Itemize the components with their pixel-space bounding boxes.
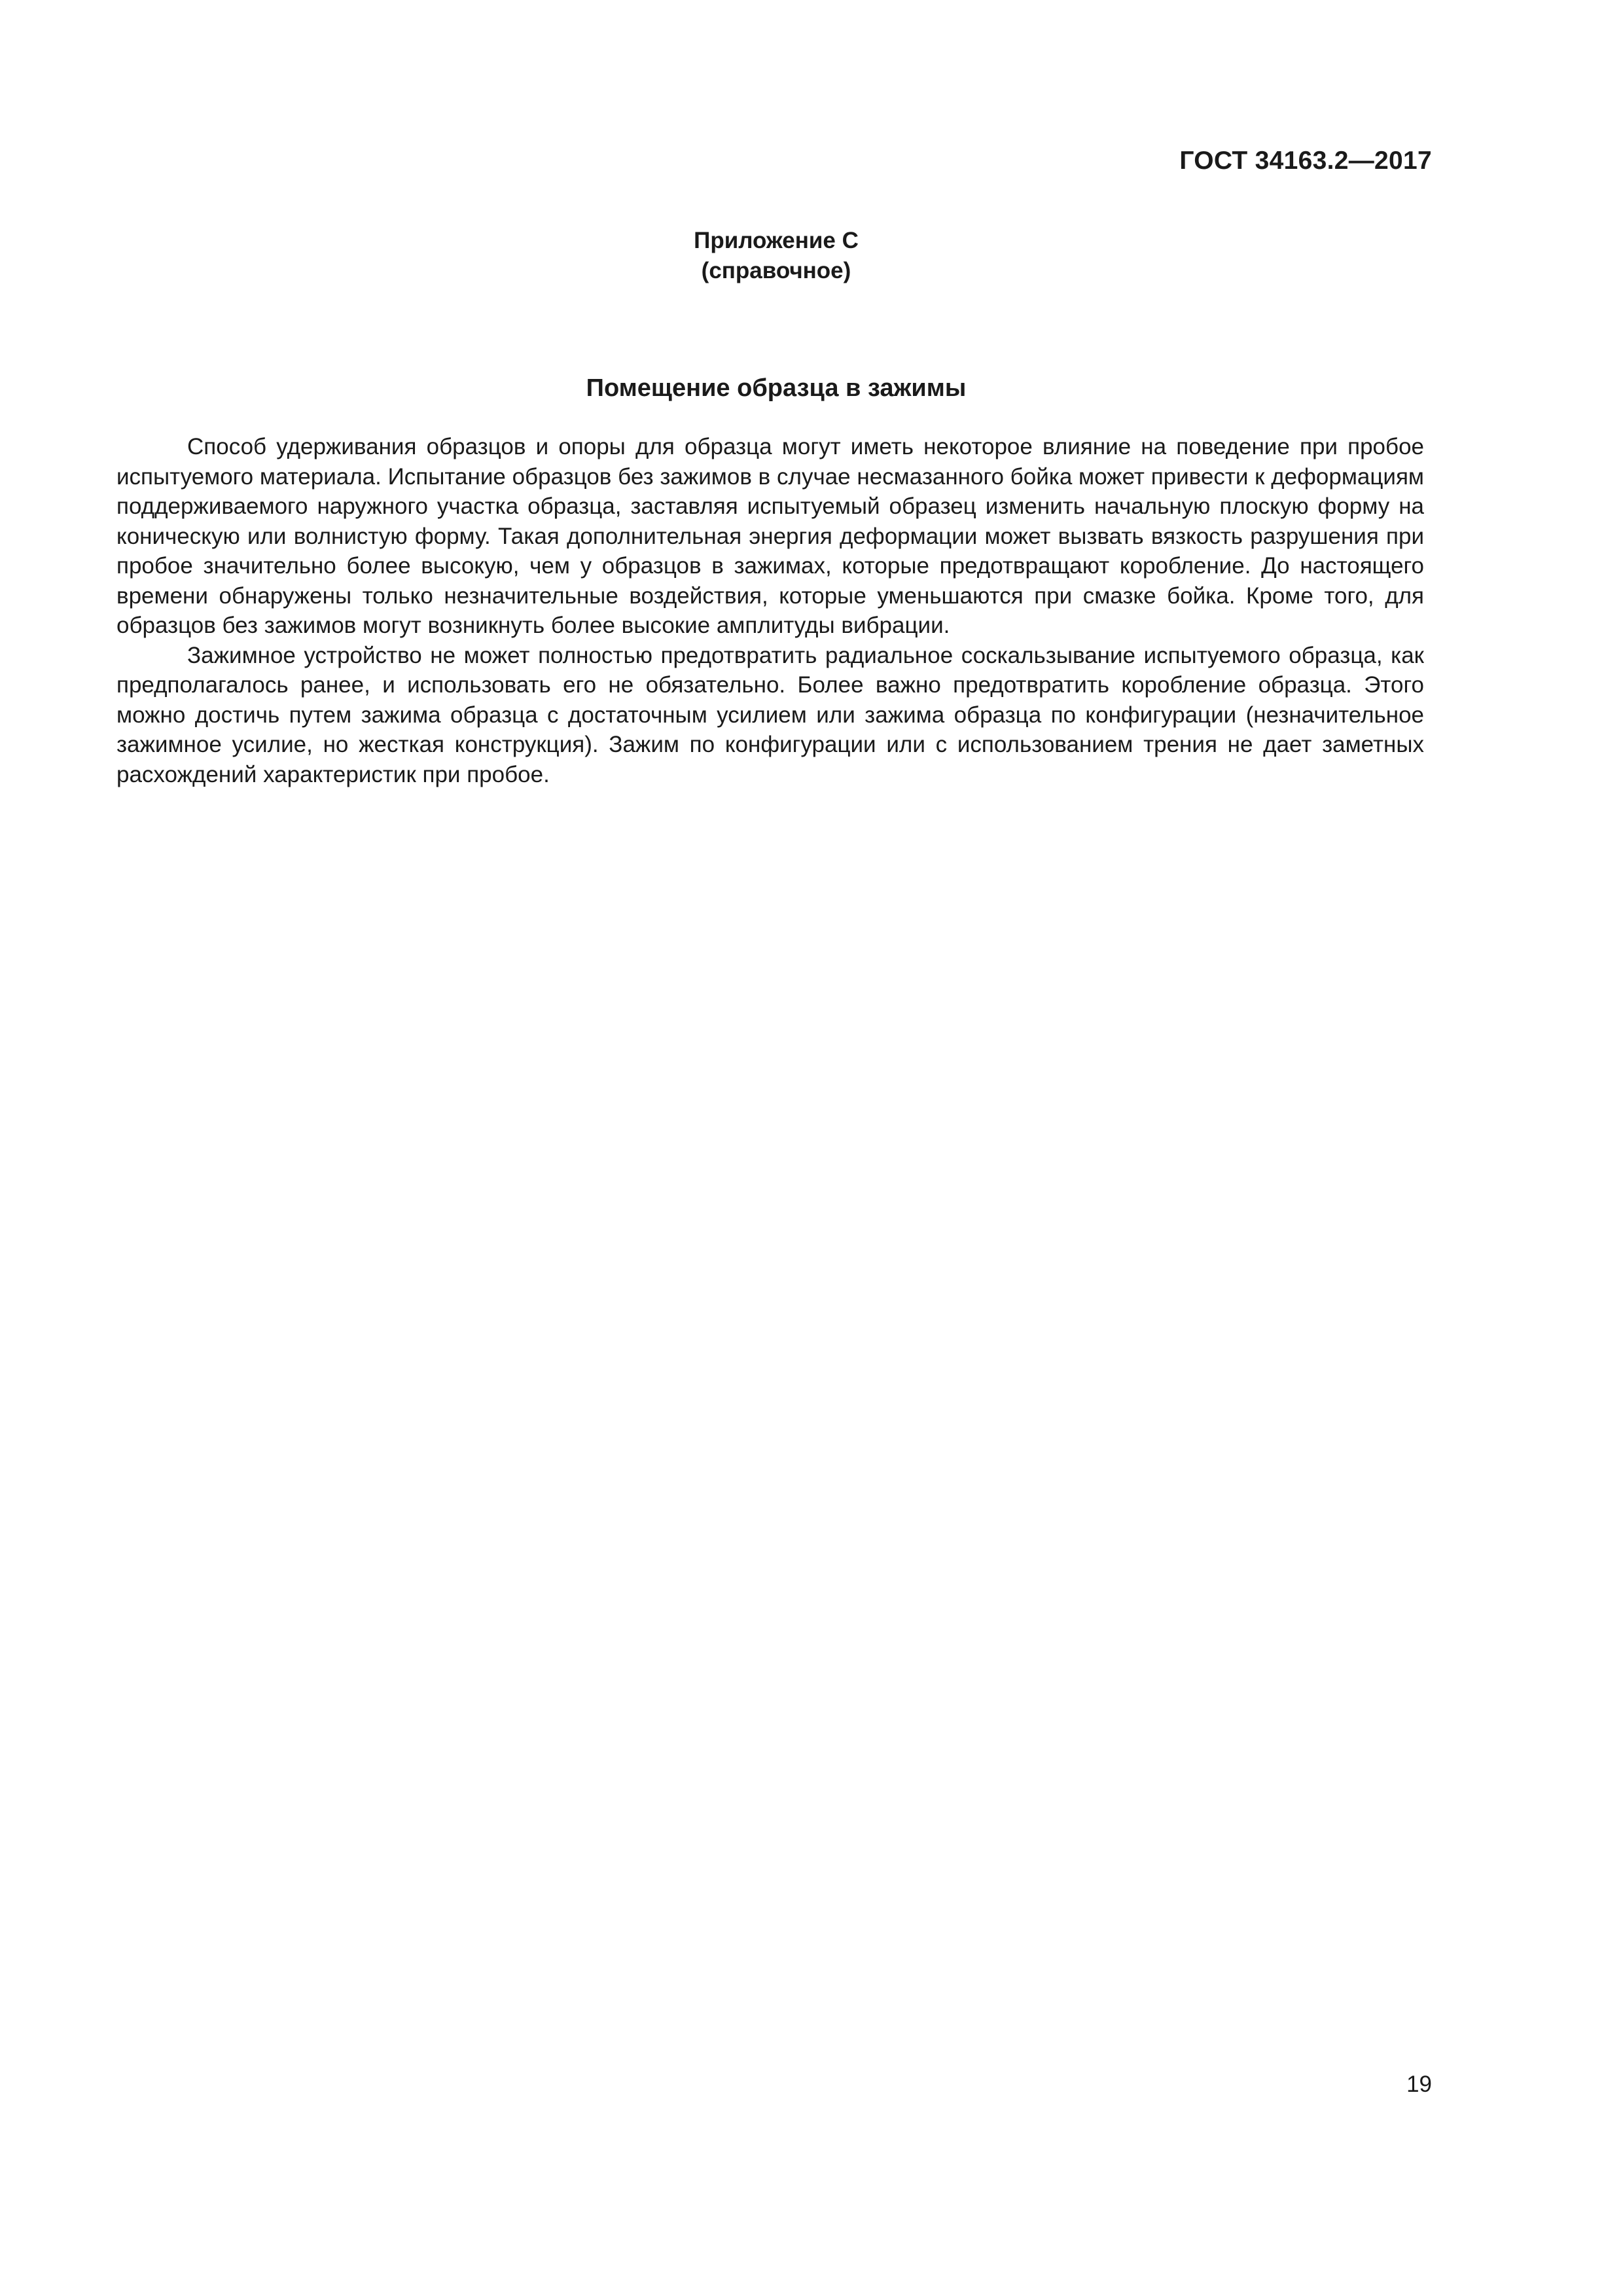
section-title: Помещение образца в зажимы <box>586 374 967 402</box>
page-number: 19 <box>1406 2072 1432 2097</box>
paragraph: Зажимное устройство не может полностью предотвратить радиальное соскальзывание испытуемого образца, как предполагалось ранее, и использовать его не обязательно. Более важно предотвратить коробление образца. Этого можно достичь путем зажима образца с достаточным усилием или зажима образца по конфигурации (незначительное зажимное усилие, но жесткая конструкция). Зажим по конфигурации или с использованием трения не дает заметных расхождений характеристик при пробое. <box>116 642 1424 787</box>
paragraph: Способ удерживания образцов и опоры для образца могут иметь некоторое влияние на поведение при пробое испытуемого материала. Испытание образцов без зажимов в случае несмазанного бойка может привести к деформациям поддерживаемого наружного участка образца, заставляя испытуемый образец изменить начальную плоскую форму на коническую или волнистую форму. Такая дополнительная энергия деформации может вызвать вязкость разрушения при пробое значительно более высокую, чем у образцов в зажимах, которые предотвращают коробление. До настоящего времени обнаружены только незначительные воздействия, которые уменьшаются при смазке бойка. Кроме того, для образцов без зажимов могут возникнуть более высокие амплитуды вибрации. <box>116 434 1424 638</box>
appendix-heading <box>0 226 1552 286</box>
appendix-title: Приложение С <box>694 228 859 253</box>
document-code: ГОСТ 34163.2—2017 <box>1179 147 1432 175</box>
body-text <box>116 432 1424 789</box>
appendix-kind: (справочное) <box>701 258 851 283</box>
